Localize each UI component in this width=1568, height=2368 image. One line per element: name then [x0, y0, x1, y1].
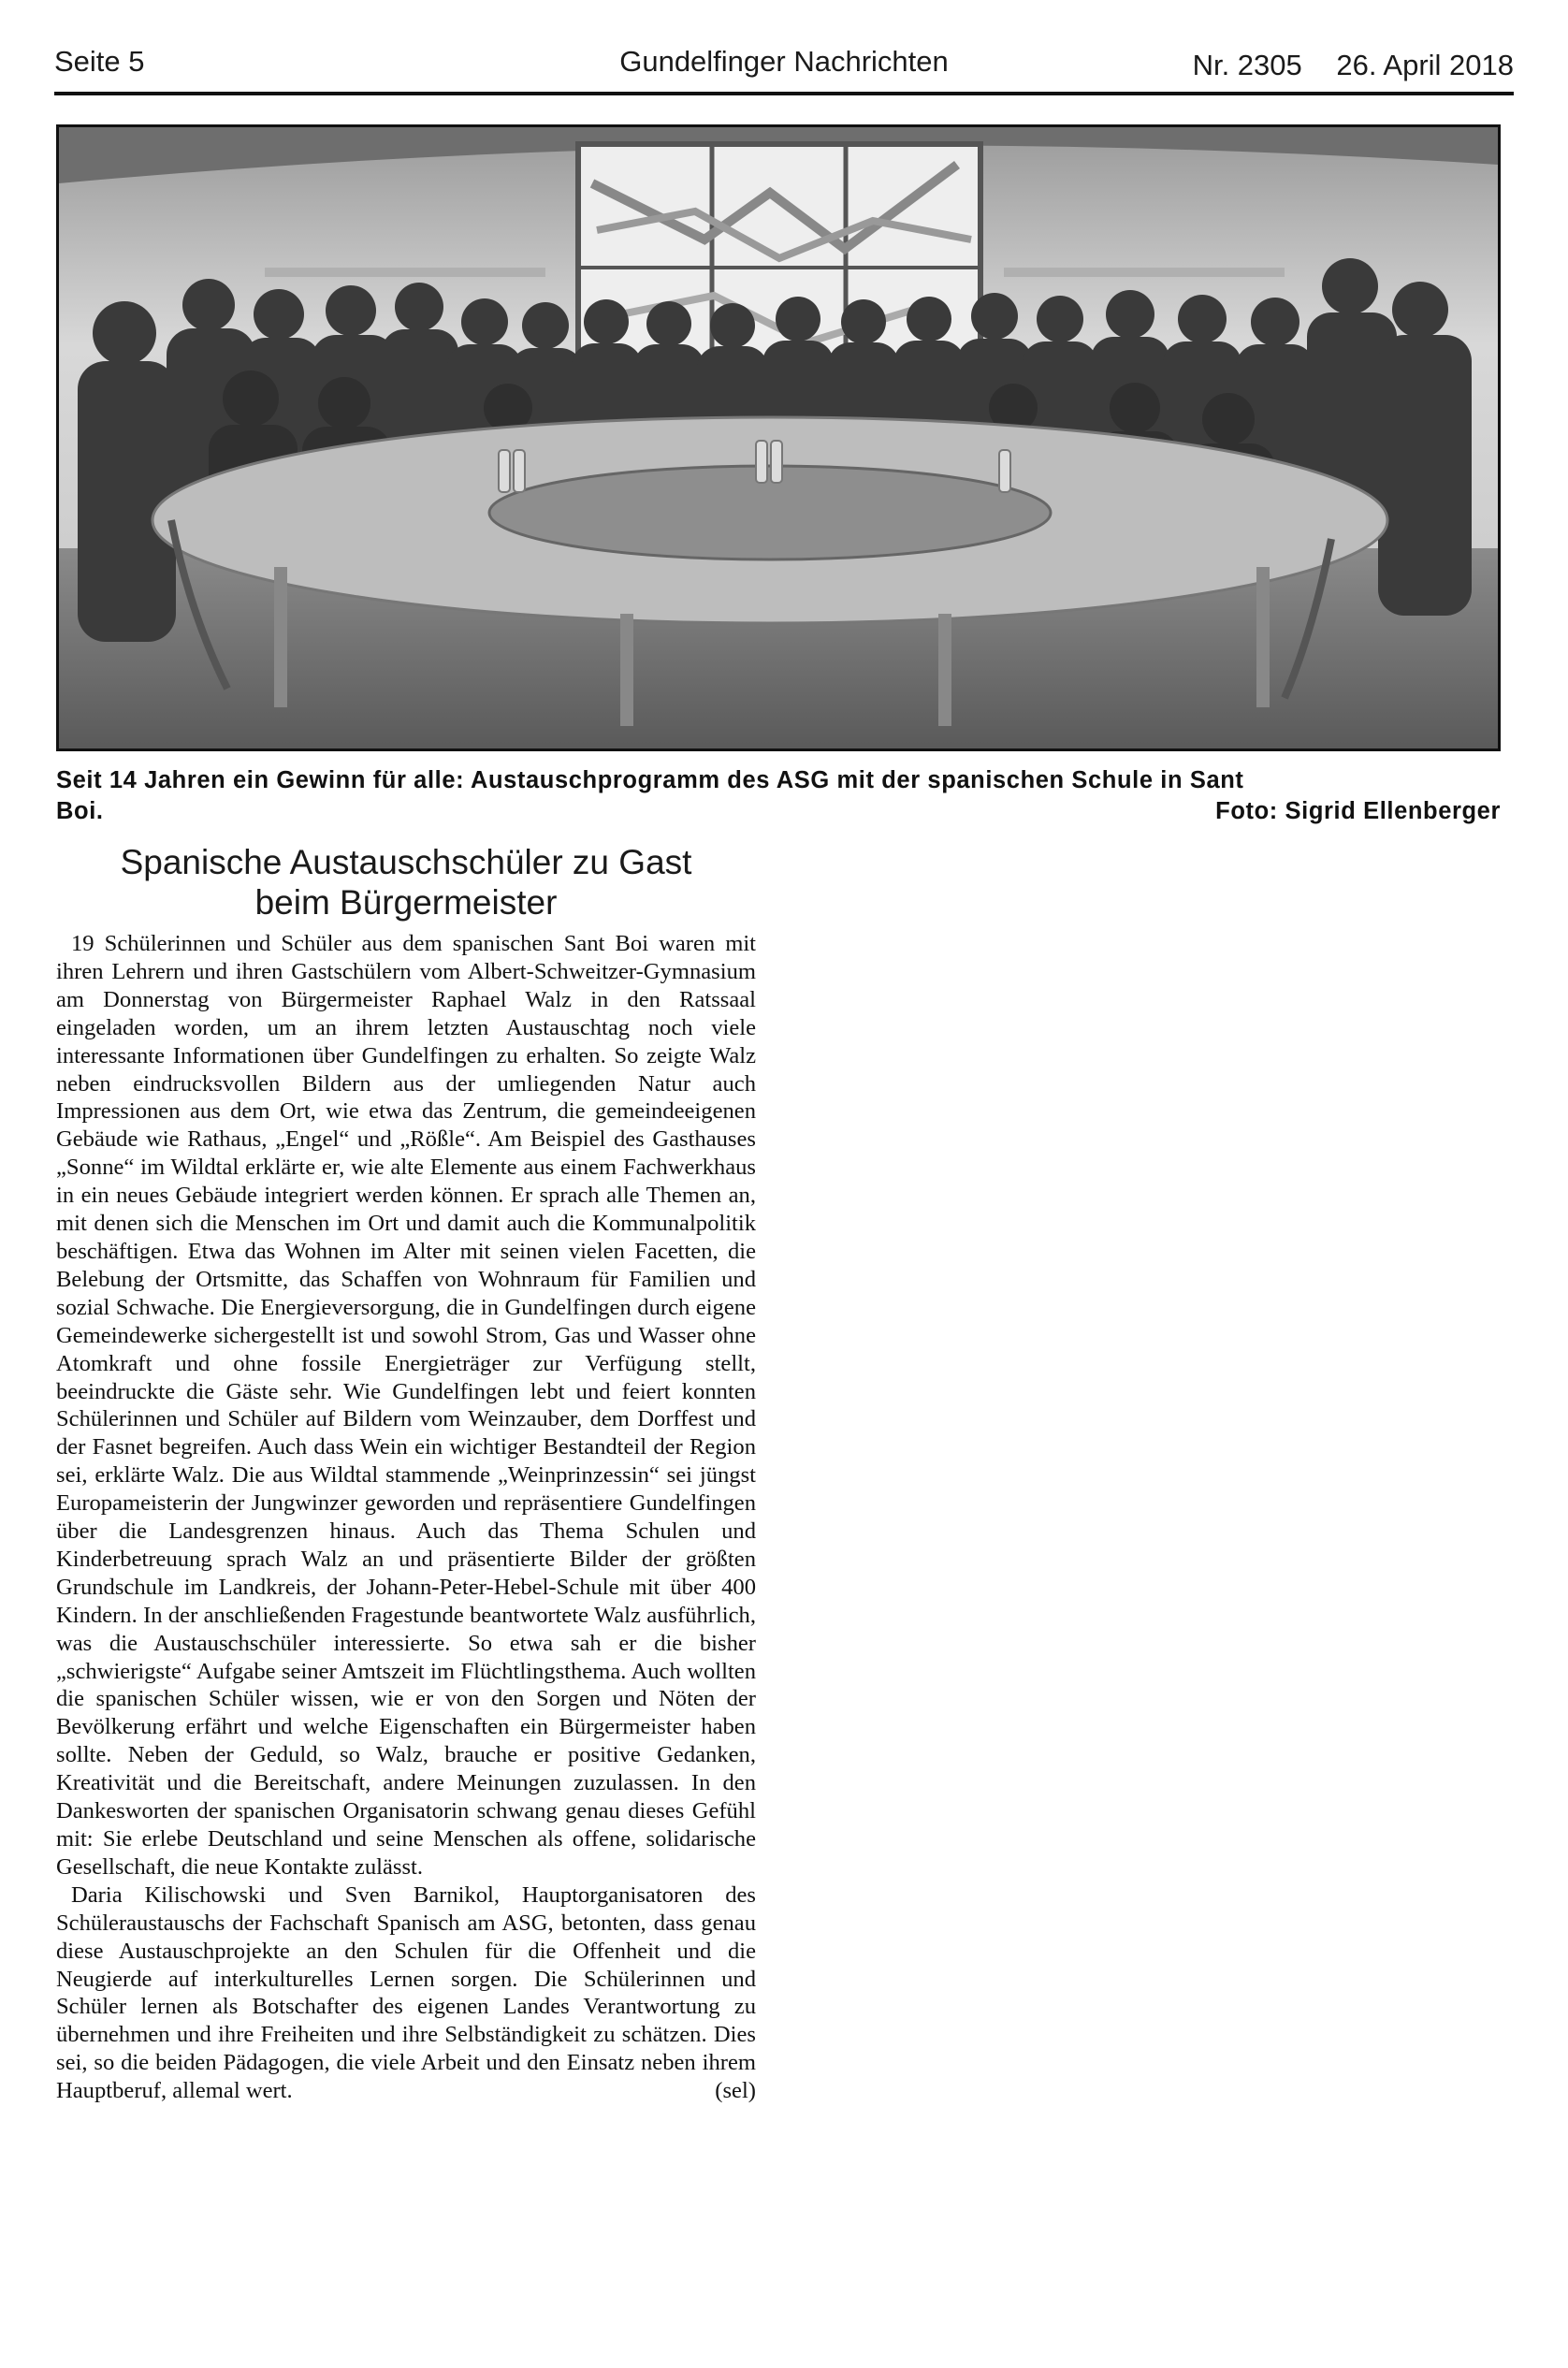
article-paragraph-2 — [56, 1881, 756, 2105]
photo-caption — [56, 765, 1501, 827]
page-header — [54, 41, 1514, 88]
article-paragraph-2-text: Daria Kilischowski und Sven Barnikol, Hauptorganisatoren des Schüleraustauschs der Fachschaft Spanisch am ASG, betonten, dass genau diese Austauschprojekte an den Schulen für die Offenheit und die Neugierde auf interkulturelles Lernen sorgen. Die Schülerinnen und Schüler lernen als Botschafter des eigenen Landes Verantwortung zu übernehmen und ihre Freiheiten und ihre Selbständigkeit zu schätzen. Dies sei, so die beiden Pädagogen, die viele Arbeit und den Einsatz neben ihrem Hauptberuf, allemal wert. — [56, 1881, 756, 2104]
caption-line-2: Boi. — [56, 798, 104, 824]
issue-date: 26. April 2018 — [1336, 49, 1514, 81]
wall-rail-right — [1004, 268, 1285, 277]
header-rule — [54, 92, 1514, 95]
article-headline — [56, 842, 756, 923]
headline-line-1: Spanische Austauschschüler zu Gast — [120, 843, 692, 881]
group-photo-illustration — [59, 127, 1498, 748]
article-paragraph-1: 19 Schülerinnen und Schüler aus dem spanischen Sant Boi waren mit ihren Lehrern und ihren Gastschülern vom Albert-Schweitzer-Gymnasium am Donnerstag von Bürgermeister Raphael Walz in den Ratssaal eingeladen worden, um an ihrem letzten Austauschtag noch viele interessante Informationen über Gundelfingen zu erhalten. So zeigte Walz neben eindrucksvollen Bildern aus der umliegenden Natur auch Impressionen aus dem Ort, wie etwa das Zentrum, die gemeindeeigenen Gebäude wie Rathaus, „Engel“ und „Rößle“. Am Beispiel des Gasthauses „Sonne“ im Wildtal erklärte er, wie alte Elemente aus einem Fachwerkhaus in ein neues Gebäude integriert werden können. Er sprach alle Themen an, mit denen sich die Menschen im Ort und damit auch die Kommunalpolitik beschäftigen. Etwa das Wohnen im Alter mit seinen vielen Facetten, die Belebung der Ortsmitte, das Schaffen von Wohnraum für Familien und sozial Schwache. Die Energieversorgung, die in Gundelfingen durch eigene Gemeindewerke sichergestellt ist und sowohl Strom, Gas und Wasser ohne Atomkraft und ohne fossile Energieträger zur Verfügung stellt, beeindruckte die Gäste sehr. Wie Gundelfingen lebt und feiert konnten Schülerinnen und Schüler auf Bildern vom Weinzauber, dem Dorffest und der Fasnet begreifen. Auch dass Wein ein wichtiger Bestandteil der Region sei, erklärte Walz. Die aus Wildtal stammende „Weinprinzessin“ sei jüngst Europameisterin der Jungwinzer geworden und repräsentiere Gundelfingen über die Landesgrenzen hinaus. Auch das Thema Schulen und Kinderbetreuung sprach Walz an und präsentierte Bilder der größten Grundschule im Landkreis, der Johann-Peter-Hebel-Schule mit über 400 Kindern. In der anschließenden Fragestunde beantwortete Walz ausführlich, was die Austauschschüler interessierte. So etwa sah er die bisher „schwierigste“ Aufgabe seiner Amtszeit im Flüchtlingsthema. Auch wollten die spanischen Schüler wissen, wie er von den Sorgen und Nöten der Bevölkerung erfährt und welche Eigenschaften ein Bürgermeister haben sollte. Neben der Geduld, so Walz, brauche er positive Gedanken, Kreativität und die Bereitschaft, andere Meinungen zuzulassen. In den Dankesworten der spanischen Organisatorin schwang genau dieses Gefühl mit: Sie erlebe Deutschland und seine Menschen als offene, solidarische Gesellschaft, die neue Kontakte zulässt. — [56, 931, 756, 1880]
caption-line-1: Seit 14 Jahren ein Gewinn für alle: Austauschprogramm des ASG mit der spanischen Schule in Sant — [56, 767, 1244, 793]
issue-info — [1193, 49, 1514, 82]
photo-credit: Foto: Sigrid Ellenberger — [1215, 798, 1501, 824]
issue-number: Nr. 2305 — [1192, 49, 1302, 81]
group-photo — [56, 124, 1501, 751]
wall-rail — [265, 268, 545, 277]
page-number: Seite 5 — [54, 45, 145, 78]
publication-title: Gundelfinger Nachrichten — [619, 45, 949, 78]
author-signature: (sel) — [715, 2078, 756, 2104]
headline-line-2: beim Bürgermeister — [254, 883, 558, 922]
article-body — [56, 930, 756, 2105]
caption-line-2-wrap — [56, 796, 1501, 827]
